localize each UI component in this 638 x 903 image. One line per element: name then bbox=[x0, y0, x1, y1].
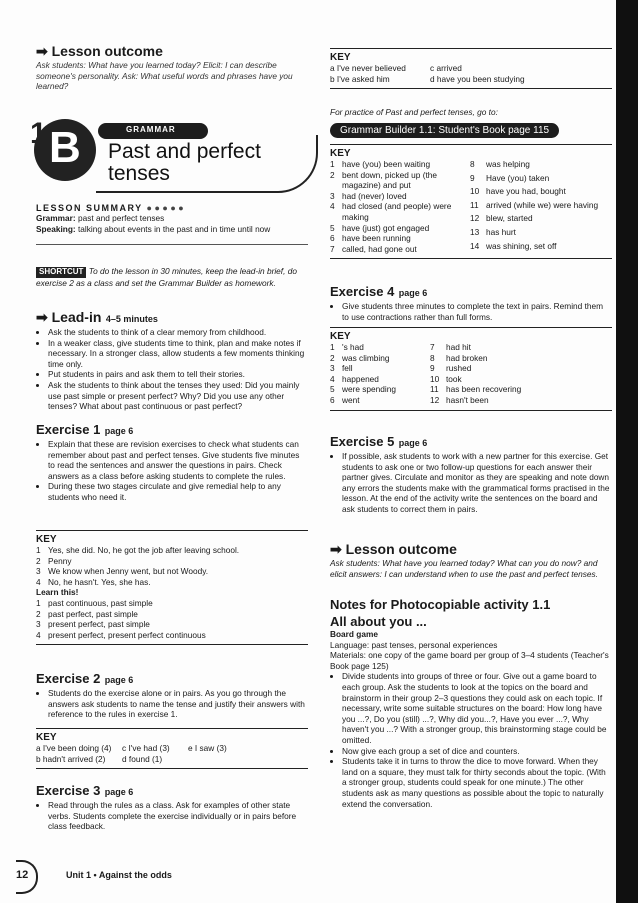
key-row: 12 blew, started bbox=[470, 213, 533, 224]
list-item: • Students take it in turns to throw the dice to move forward. When they land on a square, they must talk for thirty seconds about the topic. (With a stronger group, students could speak for one minute.) The other students ask as many questions as possible about the topic to naturally extend the conversation. bbox=[342, 756, 612, 809]
key-row: 8 had broken bbox=[430, 352, 488, 363]
key-row: 13 has hurt bbox=[470, 227, 516, 238]
practice-ref bbox=[330, 107, 612, 138]
key-list-right bbox=[430, 342, 590, 406]
exercise-5-list bbox=[330, 451, 612, 515]
practice-text: For practice of Past and perfect tenses, go to: bbox=[330, 107, 498, 117]
key-row: 5 have (just) got engaged bbox=[330, 222, 430, 233]
list-item: • Read through the rules as a class. Ask for examples of other state verbs. Students complete the exercise individually or in pairs before class feedback. bbox=[48, 800, 308, 832]
lesson-outcome-heading: ➡ Lesson outcome bbox=[36, 43, 163, 59]
key-row: 6 went bbox=[330, 394, 360, 405]
page-footer bbox=[16, 858, 256, 898]
exercise-1 bbox=[36, 421, 308, 503]
summary-speaking: Speaking: talking about events in the past and in time until now bbox=[36, 223, 271, 234]
shortcut-text: To do the lesson in 30 minutes, keep the lead-in brief, do exercise 2 as a class and set the Grammar Builder as homework. bbox=[36, 266, 297, 288]
notes-list bbox=[330, 671, 612, 809]
page-edge-bar bbox=[616, 0, 638, 903]
key-row: 7 called, had gone out bbox=[330, 243, 417, 254]
key-row: 14 was shining, set off bbox=[470, 240, 557, 251]
key-list-left bbox=[330, 342, 430, 406]
key-row: 7 had hit bbox=[430, 342, 471, 352]
key-row: 5 were spending bbox=[330, 384, 396, 395]
unit-banner bbox=[16, 117, 316, 197]
key-row: 2 Penny bbox=[36, 555, 72, 566]
key-row: 9 rushed bbox=[430, 363, 472, 374]
key-row: b hadn't arrived (2) d found (1) bbox=[36, 753, 163, 764]
exercise-3-heading: Exercise 3 page 6 bbox=[36, 783, 134, 798]
title-line-2: tenses bbox=[108, 162, 170, 185]
exercise-4-key bbox=[330, 327, 612, 411]
key-row: 10 have you had, bought bbox=[470, 186, 566, 197]
grammar-builder-link[interactable]: Grammar Builder 1.1: Student's Book page 115 bbox=[330, 123, 559, 138]
rules-list bbox=[36, 598, 206, 640]
exercise-4 bbox=[330, 283, 612, 322]
lesson-outcome-heading: ➡ Lesson outcome bbox=[330, 541, 457, 557]
exercise-2-list bbox=[36, 688, 308, 720]
key-row: 1 's had bbox=[330, 342, 364, 352]
key-row: 3 We know when Jenny went, but not Woody. bbox=[36, 566, 209, 577]
list-item: • If possible, ask students to work with a new partner for this exercise. Get students to ask one or two follow-up questions for each answer their partner gives. Circulate and monitor as they are speaking and note down any errors the students make with the grammatical forms practised in the lesson. At the end of the activity write the sentences on the board and ask students to correct them in pairs. bbox=[342, 451, 612, 515]
lead-in-section bbox=[36, 309, 308, 412]
key-row: 10 took bbox=[430, 373, 462, 384]
key-row: b I've asked him d have you been studying bbox=[330, 73, 525, 84]
photocopiable-notes bbox=[330, 597, 612, 809]
exercise-2-heading: Exercise 2 page 6 bbox=[36, 671, 134, 686]
key-row: 4 No, he hasn't. Yes, she has. bbox=[36, 576, 151, 587]
summary-label: LESSON SUMMARY ● ● ● ● ● bbox=[36, 203, 184, 213]
exercise-2-key bbox=[36, 728, 308, 769]
key-row: 11 has been recovering bbox=[430, 384, 522, 395]
key-row: 11 arrived (while we) were having bbox=[470, 199, 599, 210]
key-row: 2 was climbing bbox=[330, 352, 390, 363]
key-row: 4 had closed (and people) were making bbox=[330, 201, 452, 222]
grammar-tag: GRAMMAR bbox=[126, 125, 176, 134]
lead-in-list bbox=[36, 327, 308, 412]
language-text: Language: past tenses, personal experiences bbox=[330, 639, 498, 650]
lesson-outcome-text: Ask students: What have you learned today? Elicit: I can describe someone's personality. Ask: What useful words and phrases have you learned? bbox=[36, 60, 293, 92]
key-label: KEY bbox=[330, 52, 351, 63]
exercise-5 bbox=[330, 433, 612, 515]
key-row: 4 happened bbox=[330, 373, 379, 384]
key-row: 1 have (you) been waiting bbox=[330, 159, 431, 169]
summary-dots: ● ● ● ● ● bbox=[146, 203, 184, 213]
lesson-title bbox=[108, 141, 261, 185]
grammar-builder-key bbox=[330, 144, 612, 259]
key-list bbox=[36, 743, 227, 764]
exercise-3-list bbox=[36, 800, 308, 832]
footer-unit-text: Unit 1 • Against the odds bbox=[66, 870, 172, 880]
board-game-label: Board game bbox=[330, 629, 378, 639]
key-row: 3 fell bbox=[330, 363, 353, 374]
key-row: a I've never believed c arrived bbox=[330, 63, 462, 73]
key-label: KEY bbox=[330, 331, 351, 342]
exercise-2 bbox=[36, 670, 308, 720]
list-item: • In a weaker class, give students time to think, plan and make notes if necessary. In a stronger class, allow students a few moments thinking time only. bbox=[48, 338, 308, 370]
key-row: 1 Yes, she did. No, he got the job after leaving school. bbox=[36, 545, 240, 555]
list-item: • Ask the students to think about the tenses they used: Did you mainly use past simple or present perfect? Why? Did you use any other tenses? What about past continuous or past perfect? bbox=[48, 380, 308, 412]
key-row: 2 past perfect, past simple bbox=[36, 608, 138, 619]
list-item: • Divide students into groups of three or four. Give out a game board to each group. Ask the students to look at the topics on the board and brainstorm in their group 2–3 questions they could ask on each topic. If necessary, write some suitable structures on the board: How long have you ...?, Do you (still) ...?, Why did you...?, Have you ever ...?, Why haven't you ...? With a stronger group, this brainstorming stage could be omitted. bbox=[342, 671, 612, 745]
key-row: 2 bent down, picked up (the magazine) and put bbox=[330, 169, 438, 191]
lesson-outcome-top bbox=[36, 43, 308, 92]
title-line-1: Past and perfect bbox=[108, 140, 261, 163]
list-item: • During these two stages circulate and give remedial help to any students who need it. bbox=[48, 481, 308, 502]
lesson-outcome-bottom bbox=[330, 541, 612, 579]
list-item: • Put students in pairs and ask them to tell their stories. bbox=[48, 369, 308, 380]
exercise-1-heading: Exercise 1 page 6 bbox=[36, 422, 134, 437]
unit-number: 1 bbox=[30, 117, 47, 150]
exercise-3 bbox=[36, 782, 308, 832]
key-label: KEY bbox=[36, 534, 57, 545]
page-number: 12 bbox=[16, 869, 29, 881]
learn-this-label: Learn this! bbox=[36, 587, 79, 598]
key-row: 12 hasn't been bbox=[430, 394, 489, 405]
key-row: 6 have been running bbox=[330, 233, 411, 244]
shortcut-box bbox=[36, 266, 308, 288]
key-row: 3 present perfect, past simple bbox=[36, 619, 150, 630]
key-list bbox=[330, 63, 525, 84]
list-item: • Ask the students to think of a clear memory from childhood. bbox=[48, 327, 308, 338]
lesson-outcome-text: Ask students: What have you learned today? What can you do now? and elicit answers: I can understand when to use the past and perfect tenses. bbox=[330, 558, 598, 579]
shortcut-tag: SHORTCUT bbox=[36, 267, 86, 278]
lead-in-heading: ➡ Lead-in 4–5 minutes bbox=[36, 309, 158, 325]
list-item: • Explain that these are revision exercises to check what students can remember about past and perfect tenses. Give students five minutes to read the sentences and answer the questions in pairs. Check answers as a class before asking students to complete the rules. bbox=[48, 439, 308, 481]
key-row: 8 was helping bbox=[470, 159, 530, 169]
exercise-1-key bbox=[36, 530, 308, 645]
key-label: KEY bbox=[36, 732, 57, 743]
exercise-5-heading: Exercise 5 page 6 bbox=[330, 434, 428, 449]
exercise-3-key bbox=[330, 48, 612, 89]
key-row: 1 past continuous, past simple bbox=[36, 597, 153, 608]
exercise-4-heading: Exercise 4 page 6 bbox=[330, 284, 428, 299]
key-row: 3 had (never) loved bbox=[330, 190, 407, 201]
lesson-summary bbox=[36, 203, 308, 245]
unit-letter: B bbox=[49, 123, 81, 172]
exercise-4-list bbox=[330, 301, 612, 322]
materials-text: Materials: one copy of the game board per group of 3–4 students (Teacher's Book page 125) bbox=[330, 650, 609, 671]
summary-grammar: Grammar: past and perfect tenses bbox=[36, 213, 165, 223]
key-list-left bbox=[330, 159, 470, 254]
notes-subheading: All about you ... bbox=[330, 614, 427, 629]
list-item: • Now give each group a set of dice and counters. bbox=[342, 746, 612, 757]
notes-heading: Notes for Photocopiable activity 1.1 bbox=[330, 597, 551, 612]
key-row: 4 present perfect, present perfect continuous bbox=[36, 629, 206, 640]
exercise-1-list bbox=[36, 439, 308, 503]
list-item: • Students do the exercise alone or in pairs. As you go through the answers ask students to name the tense and justify their answers with reference to the rules in exercise 1. bbox=[48, 688, 308, 720]
key-row: a I've been doing (4) c I've had (3) e I saw (3) bbox=[36, 743, 227, 753]
key-label: KEY bbox=[330, 148, 351, 159]
list-item: • Give students three minutes to complete the text in pairs. Remind them to use contractions rather than full forms. bbox=[342, 301, 612, 322]
key-list bbox=[36, 545, 239, 587]
key-row: 9 Have (you) taken bbox=[470, 172, 550, 183]
key-list-right bbox=[470, 159, 612, 254]
